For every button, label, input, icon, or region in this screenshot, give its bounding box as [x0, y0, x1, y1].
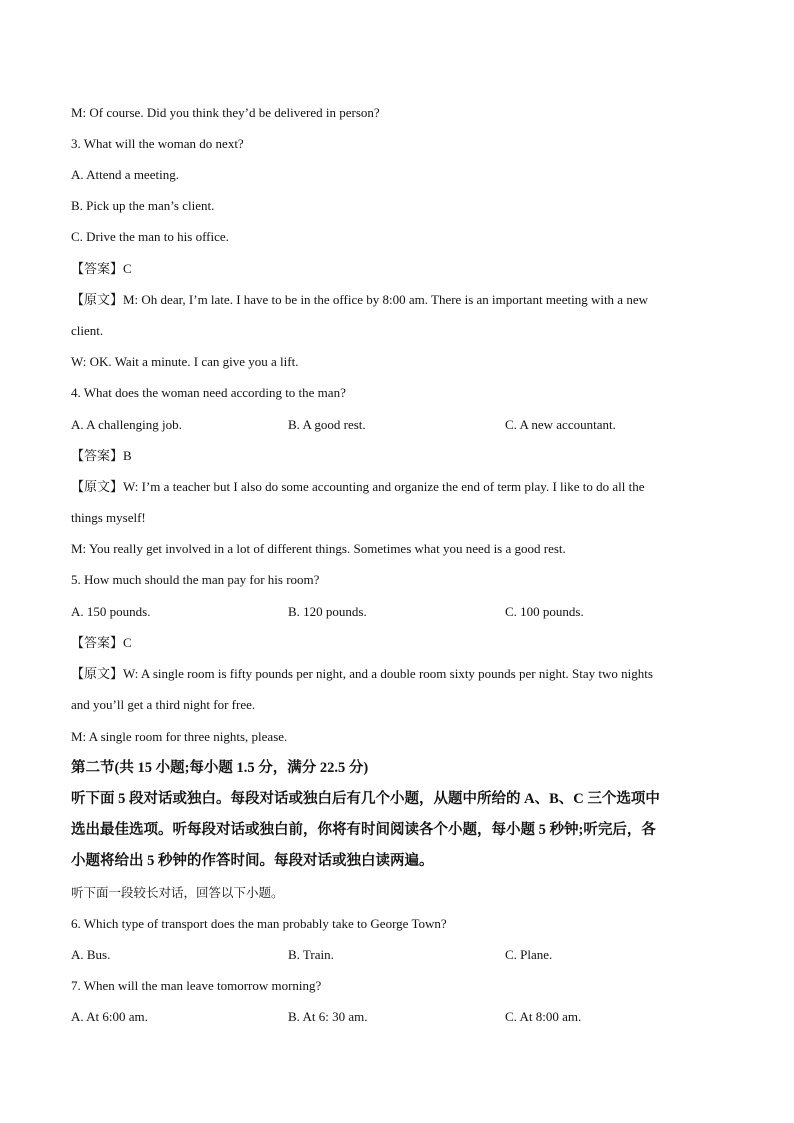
section-2-title: 第二节(共 15 小题;每小题 1.5 分，满分 22.5 分) — [71, 760, 369, 776]
question-7-option-c: C. At 8:00 am. — [505, 1009, 582, 1024]
question-3-option-c: C. Drive the man to his office. — [71, 229, 229, 244]
instructions-line-3: 小题将给出 5 秒钟的作答时间。每段对话或独白读两遍。 — [71, 853, 434, 869]
question-4-option-c: C. A new accountant. — [505, 417, 616, 432]
question-3: 3. What will the woman do next? — [71, 136, 244, 151]
question-3-option-a: A. Attend a meeting. — [71, 167, 179, 182]
question-6-option-a: A. Bus. — [71, 947, 111, 962]
answer-4: 【答案】B — [71, 448, 132, 463]
question-5-option-c: C. 100 pounds. — [505, 604, 584, 619]
question-5-option-a: A. 150 pounds. — [71, 604, 151, 619]
question-6-option-b: B. Train. — [288, 947, 334, 962]
question-4-option-b: B. A good rest. — [288, 417, 366, 432]
question-6: 6. Which type of transport does the man probably take to George Town? — [71, 916, 447, 931]
transcript-4-line-3: M: You really get involved in a lot of different things. Sometimes what you need is a good rest. — [71, 541, 566, 556]
transcript-5-line-2: and you’ll get a third night for free. — [71, 697, 256, 712]
question-5: 5. How much should the man pay for his room? — [71, 572, 320, 587]
transcript-3-line-1: 【原文】M: Oh dear, I’m late. I have to be in the office by 8:00 am. There is an important meeting with a new — [71, 292, 648, 307]
question-3-option-b: B. Pick up the man’s client. — [71, 198, 215, 213]
question-4-option-a: A. A challenging job. — [71, 417, 182, 432]
question-7-option-b: B. At 6: 30 am. — [288, 1009, 368, 1024]
transcript-4-line-2: things myself! — [71, 510, 146, 525]
instructions-line-2: 选出最佳选项。听每段对话或独白前，你将有时间阅读各个小题，每小题 5 秒钟;听完后，各 — [71, 822, 656, 838]
answer-5: 【答案】C — [71, 635, 132, 650]
transcript-5-line-3: M: A single room for three nights, please. — [71, 729, 288, 744]
question-7: 7. When will the man leave tomorrow morning? — [71, 978, 322, 993]
question-7-option-a: A. At 6:00 am. — [71, 1009, 148, 1024]
answer-3: 【答案】C — [71, 261, 132, 276]
transcript-3-line-2: client. — [71, 323, 104, 338]
instructions-line-1: 听下面 5 段对话或独白。每段对话或独白后有几个小题，从题中所给的 A、B、C 三个选项中 — [71, 791, 660, 807]
transcript-5-line-1: 【原文】W: A single room is fifty pounds per night, and a double room sixty pounds per night. Stay two nights — [71, 666, 653, 681]
listening-prompt: 听下面一段较长对话，回答以下小题。 — [71, 885, 284, 900]
transcript-4-line-1: 【原文】W: I’m a teacher but I also do some accounting and organize the end of term play. I like to do all the — [71, 479, 645, 494]
question-6-option-c: C. Plane. — [505, 947, 553, 962]
question-4: 4. What does the woman need according to the man? — [71, 385, 346, 400]
question-5-option-b: B. 120 pounds. — [288, 604, 367, 619]
transcript-3-line-3: W: OK. Wait a minute. I can give you a lift. — [71, 354, 299, 369]
dialogue-line: M: Of course. Did you think they’d be delivered in person? — [71, 105, 380, 120]
